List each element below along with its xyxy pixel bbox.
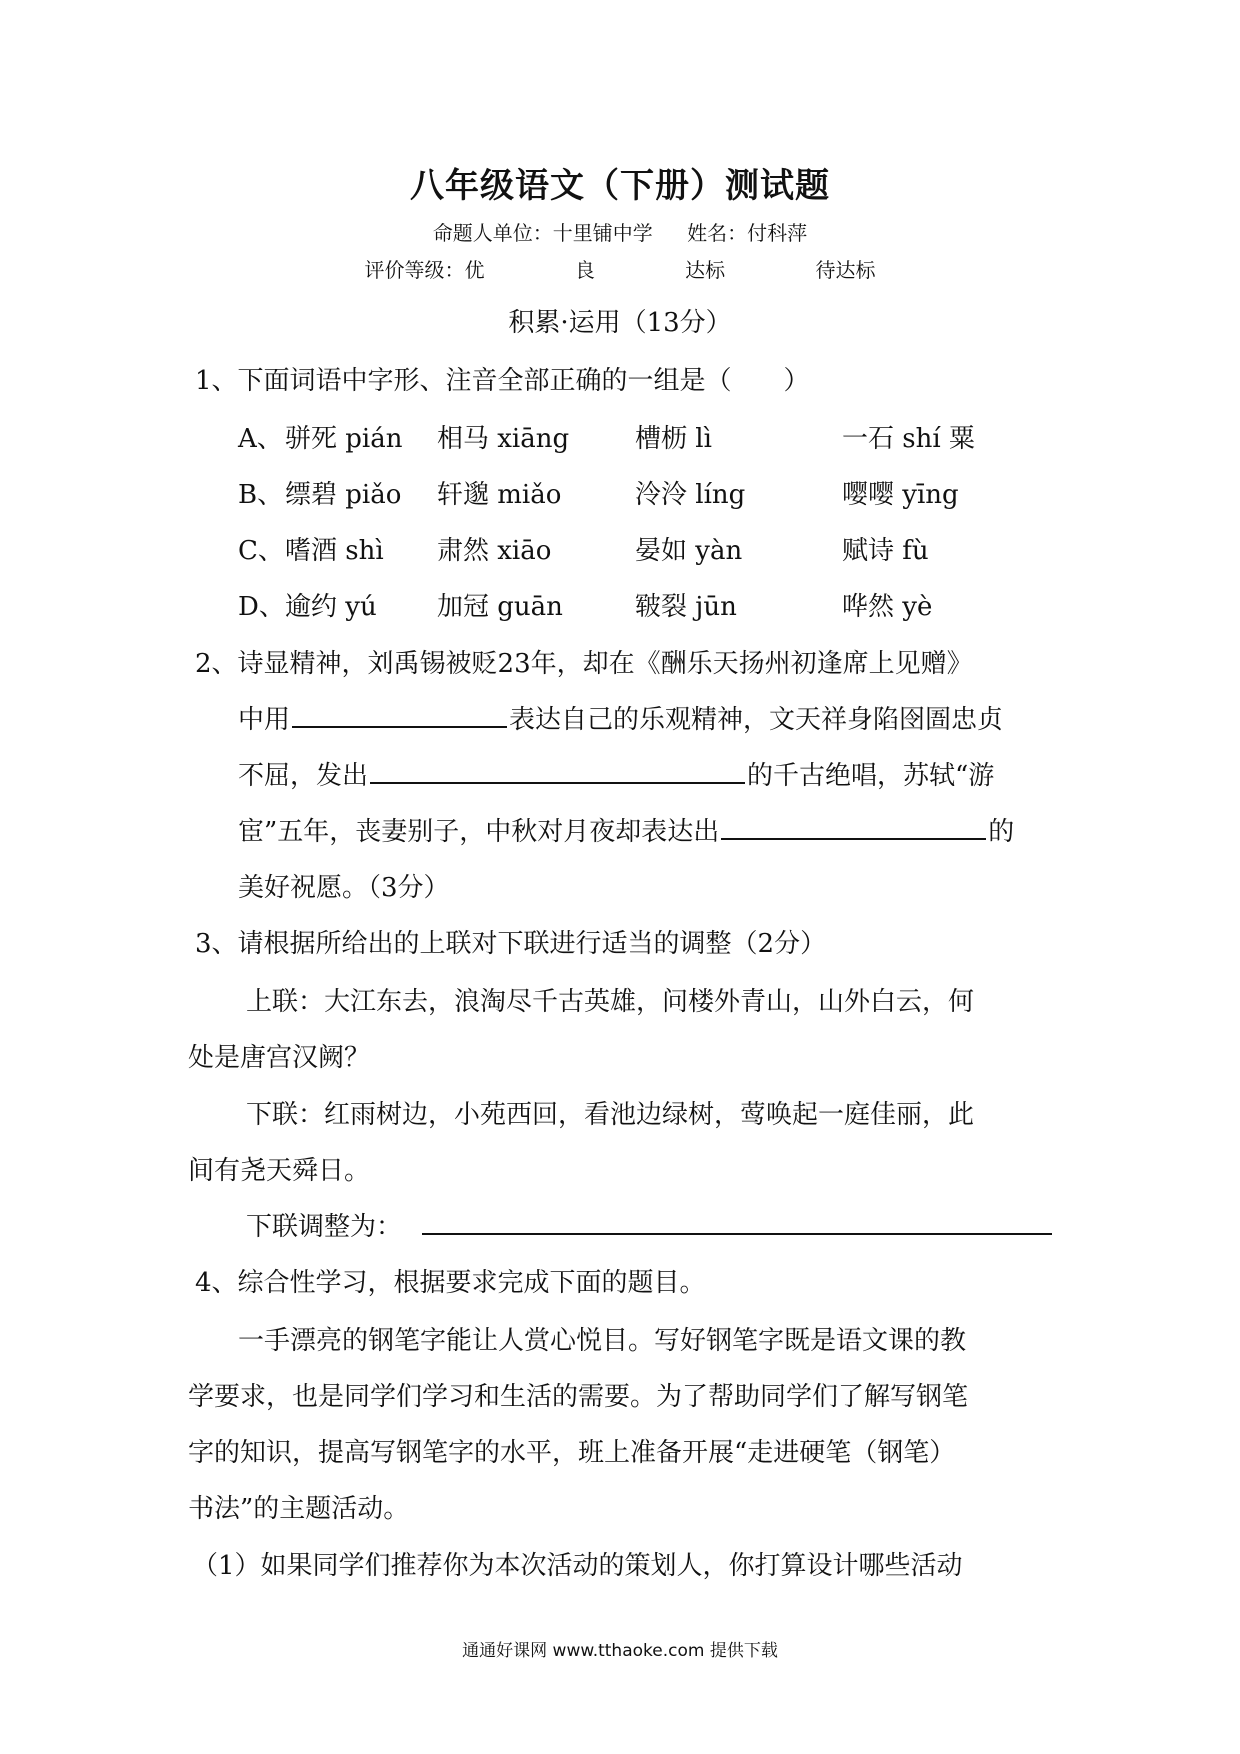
q3-stem: 3、请根据所给出的上联对下联进行适当的调整（2分） — [195, 929, 827, 959]
q1-option-a-item: 相马 xiāng — [437, 424, 570, 454]
q2-text: 宦”五年，丧妻别子，中秋对月夜却表达出 — [238, 817, 720, 847]
q1-option-d-item: 逾约 yú — [285, 592, 377, 622]
q1-option-d-item: 哗然 yè — [842, 592, 933, 622]
q4-paragraph-line: 一手漂亮的钢笔字能让人赏心悦目。写好钢笔字既是语文课的教 — [238, 1326, 967, 1356]
q1-option-a-item: 槽枥 lì — [635, 424, 712, 454]
grade-pass: 达标 — [685, 258, 726, 282]
q1-option-d-item: 加冠 guān — [437, 592, 563, 622]
q1-option-c-label: C、 — [238, 536, 284, 566]
grading-scale — [0, 254, 1240, 283]
q2-line-4 — [238, 811, 1014, 848]
q3-upper-couplet: 上联：大江东去，浪淘尽千古英雄，问楼外青山，山外白云，何 — [246, 987, 975, 1017]
q4-paragraph-line: 学要求，也是同学们学习和生活的需要。为了帮助同学们了解写钢笔 — [188, 1382, 969, 1412]
q1-option-a-item: 一石 shí 粟 — [842, 424, 975, 454]
q3-lower-couplet: 下联：红雨树边，小苑西回，看池边绿树，莺唤起一庭佳丽，此 — [246, 1100, 975, 1130]
q2-text: 的 — [988, 817, 1015, 847]
q2-line-2 — [238, 699, 1003, 736]
q4-paragraph-line: 字的知识，提高写钢笔字的水平，班上准备开展“走进硬笔（钢笔） — [188, 1438, 956, 1468]
q1-stem: 1、下面词语中字形、注音全部正确的一组是（ ） — [195, 366, 810, 396]
q1-option-d-label: D、 — [238, 592, 285, 622]
q1-option-b-item: 轩邈 miǎo — [437, 480, 562, 510]
q1-option-c-item: 嗜酒 shì — [285, 536, 384, 566]
grade-excellent: 评价等级：优 — [364, 258, 485, 282]
q1-option-a-label: A、 — [238, 424, 283, 454]
q2-text: 中用 — [238, 705, 291, 735]
q2-blank-1[interactable] — [292, 725, 507, 728]
q1-option-c-item: 晏如 yàn — [635, 536, 743, 566]
q1-option-b-item: 泠泠 líng — [635, 480, 746, 510]
q1-option-c-item: 肃然 xiāo — [437, 536, 552, 566]
q1-option-c-item: 赋诗 fù — [842, 536, 929, 566]
q2-blank-2[interactable] — [370, 781, 745, 784]
author-name: 姓名：付科萍 — [687, 221, 808, 245]
q1-option-d-item: 皲裂 jūn — [635, 592, 737, 622]
q2-text: 表达自己的乐观精神，文天祥身陷囹圄忠贞 — [509, 705, 1004, 735]
q2-text: 不屈，发出 — [238, 761, 369, 791]
q1-option-b-item: 嘤嘤 yīng — [842, 480, 959, 510]
grade-not-pass: 待达标 — [815, 258, 876, 282]
q3-answer-blank[interactable] — [422, 1232, 1052, 1235]
q4-paragraph-line: 书法”的主题活动。 — [188, 1494, 410, 1524]
q1-option-a-item: 骈死 pián — [285, 424, 403, 454]
section-heading: 积累·运用（13分） — [508, 308, 732, 338]
grade-good: 良 — [574, 258, 595, 282]
q3-adjust-line — [246, 1206, 1054, 1243]
q2-text: 的千古绝唱，苏轼“游 — [747, 761, 995, 791]
q2-blank-3[interactable] — [721, 837, 986, 840]
q4-stem: 4、综合性学习，根据要求完成下面的题目。 — [195, 1268, 706, 1298]
author-unit: 命题人单位：十里铺中学 — [432, 221, 653, 245]
q4-subquestion-1: （1）如果同学们推荐你为本次活动的策划人，你打算设计哪些活动 — [192, 1551, 963, 1581]
q2-line-5: 美好祝愿。（3分） — [238, 873, 450, 903]
page-title: 八年级语文（下册）测试题 — [410, 166, 830, 206]
q3-lower-couplet-cont: 间有尧天舜日。 — [188, 1156, 371, 1186]
footer-source: 通通好课网 www.tthaoke.com 提供下载 — [462, 1641, 778, 1661]
q1-option-b-item: 缥碧 piǎo — [285, 480, 402, 510]
q2-line-3 — [238, 755, 994, 792]
q2-line-1: 2、诗显精神，刘禹锡被贬23年，却在《酬乐天扬州初逢席上见赠》 — [195, 649, 973, 679]
author-info — [0, 217, 1240, 246]
q3-upper-couplet-cont: 处是唐宫汉阙？ — [188, 1043, 371, 1073]
q1-option-b-label: B、 — [238, 480, 284, 510]
q3-adjust-label: 下联调整为： — [246, 1212, 403, 1242]
